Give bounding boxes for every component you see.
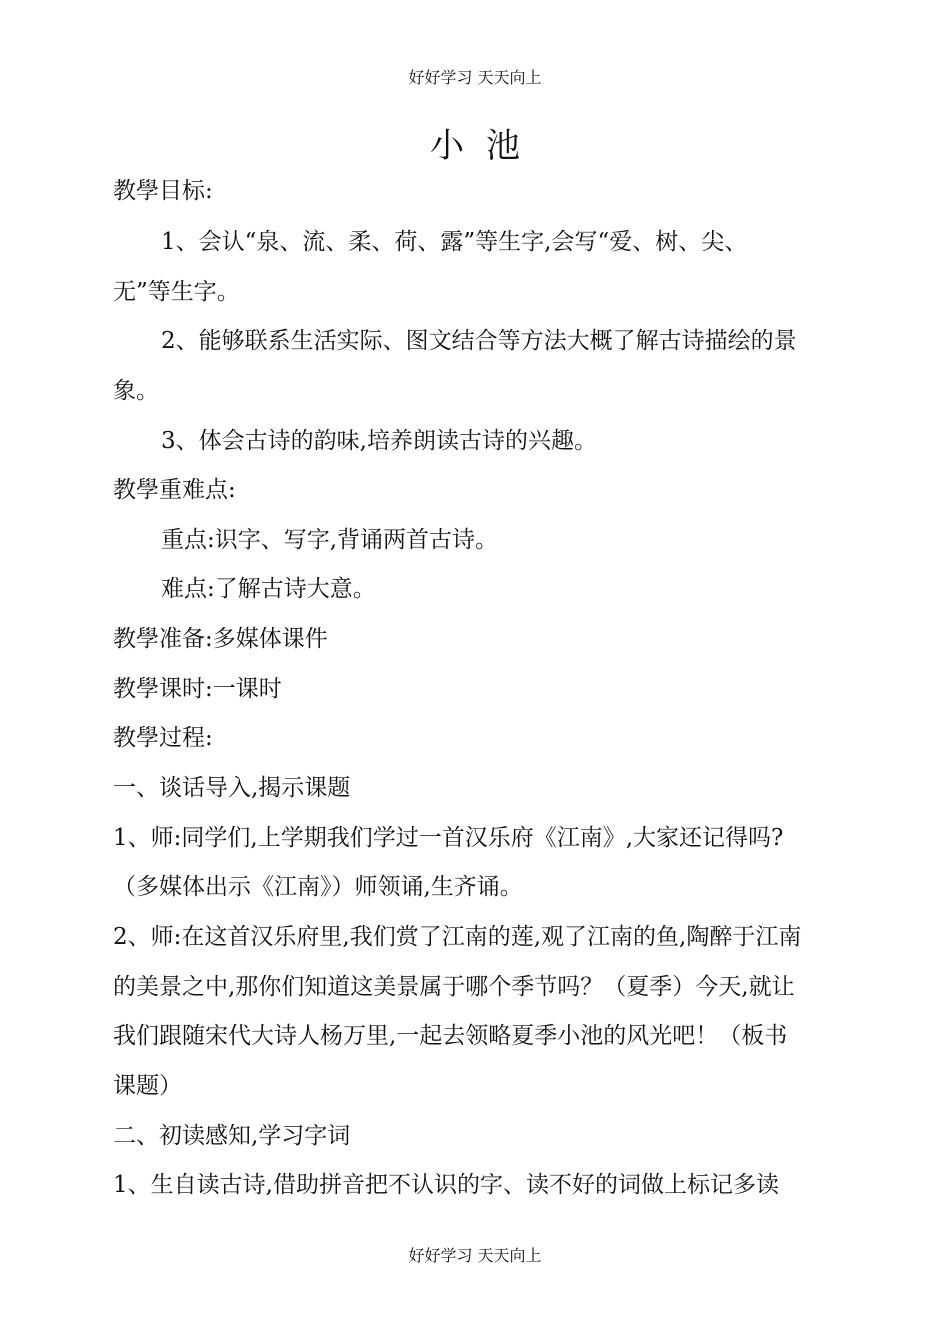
section-1-heading: 一、谈话导入,揭示课题: [113, 775, 351, 801]
step-1-cont: （多媒体出示《江南》）师领诵,生齐诵。: [113, 874, 523, 900]
page-title: 小池: [430, 126, 542, 166]
goal-1: 1、会认“泉、流、柔、荷、露”等生字,会写“爱、树、尖、: [161, 229, 748, 255]
difficult-point: 难点:了解古诗大意。: [161, 576, 376, 602]
goal-3: 3、体会古诗的韵味,培养朗读古诗的兴趣。: [161, 428, 597, 454]
page-header: 好好学习 天天向上: [408, 68, 542, 87]
preparation: 教學准备:多媒体课件: [113, 626, 328, 652]
step-2-cont-1: 的美景之中,那你们知道这美景属于哪个季节吗？（夏季）今天,就让: [113, 974, 795, 1000]
goals-heading: 教學目标:: [113, 178, 213, 204]
section-2-heading: 二、初读感知,学习字词: [113, 1123, 351, 1149]
goal-1-cont: 无”等生字。: [113, 279, 240, 305]
process-heading: 教學过程:: [113, 725, 213, 751]
key-point: 重点:识字、写字,背诵两首古诗。: [161, 527, 499, 553]
step-1: 1、师:同学们,上学期我们学过一首汉乐府《江南》,大家还记得吗?: [113, 825, 784, 851]
class-hours: 教學课时:一课时: [113, 676, 282, 702]
step-2-cont-2: 我们跟随宋代大诗人杨万里,一起去领略夏季小池的风光吧！（板书: [113, 1023, 788, 1049]
step-2: 2、师:在这首汉乐府里,我们赏了江南的莲,观了江南的鱼,陶醉于江南: [113, 924, 802, 950]
key-points-heading: 教學重难点:: [113, 477, 236, 503]
goal-2-cont: 象。: [113, 378, 159, 404]
page-footer: 好好学习 天天向上: [408, 1246, 542, 1265]
step-2-cont-3: 课题）: [113, 1073, 182, 1099]
goal-2: 2、能够联系生活实际、图文结合等方法大概了解古诗描绘的景: [161, 328, 797, 354]
section-2-step-1: 1、生自读古诗,借助拼音把不认识的字、读不好的词做上标记多读: [113, 1172, 779, 1198]
